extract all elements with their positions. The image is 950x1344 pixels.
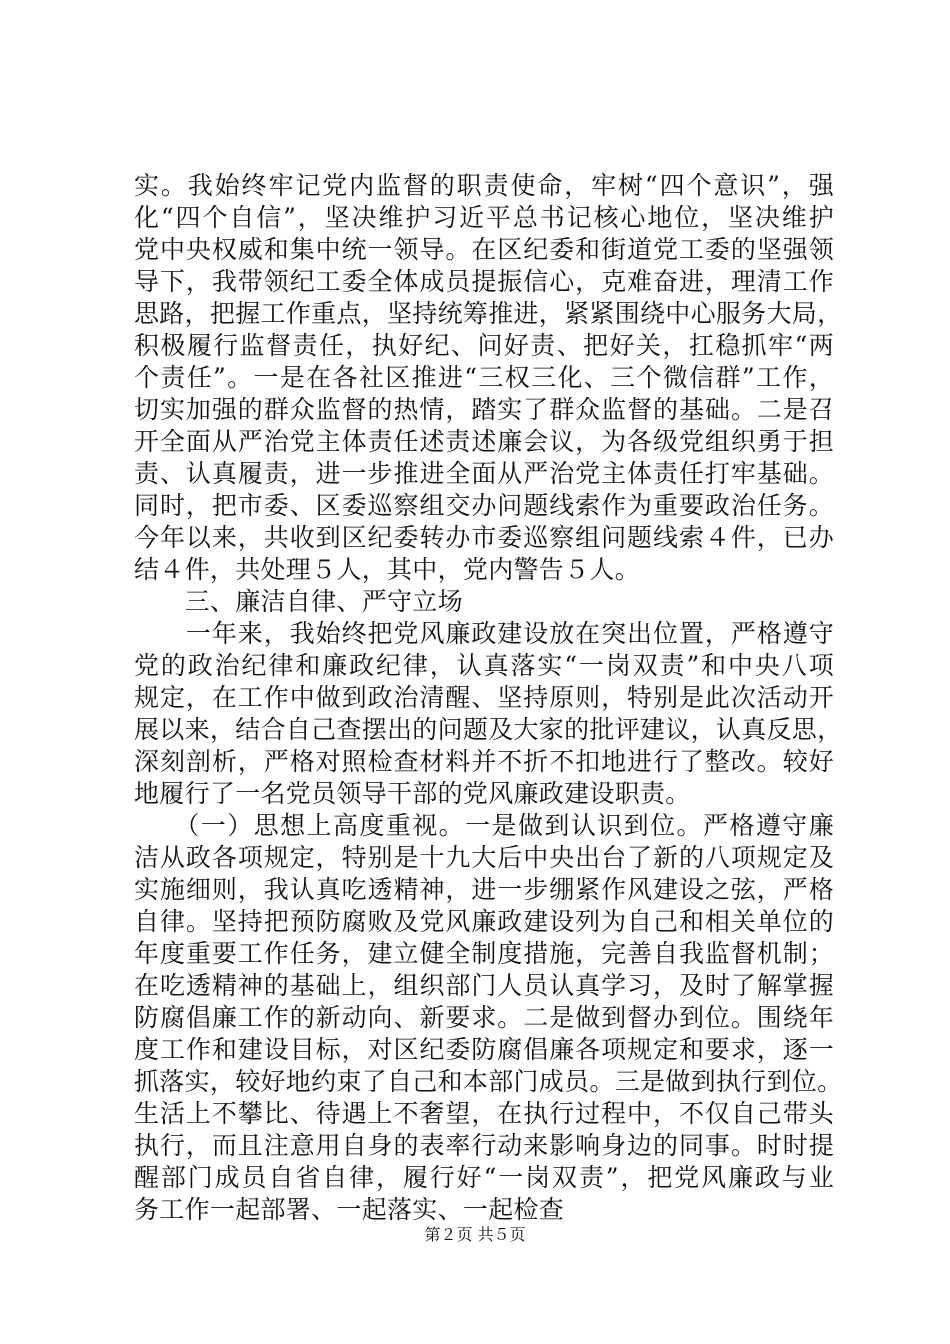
text-line: 党中央权威和集中统一领导。在区纪委和街道党工委的坚强领 <box>134 235 834 264</box>
text-line: 抓落实，较好地约束了自己和本部门成员。三是做到执行到位。 <box>134 1067 843 1096</box>
text-line: 自律。坚持把预防腐败及党风廉政建设列为自己和相关单位的 <box>134 907 834 936</box>
text-line: 积极履行监督责任，执好纪、问好责、把好关，扛稳抓牢“两 <box>134 331 834 360</box>
text-line: 导下，我带领纪工委全体成员提振信心，克难奋进，理清工作 <box>134 267 834 296</box>
text-line: 开全面从严治党主体责任述责述廉会议，为各级党组织勇于担 <box>134 427 834 456</box>
text-line: 执行，而且注意用自身的表率行动来影响身边的同事。时时提 <box>134 1131 834 1160</box>
text-line: 年度重要工作任务，建立健全制度措施，完善自我监督机制； <box>134 939 834 968</box>
text-line: 地履行了一名党员领导干部的党风廉政建设职责。 <box>134 779 691 808</box>
text-line: 党的政治纪律和廉政纪律，认真落实“一岗双责”和中央八项 <box>134 651 834 680</box>
text-line: （一）思想上高度重视。一是做到认识到位。严格遵守廉 <box>134 811 834 840</box>
body-text <box>134 170 843 1226</box>
text-line: 思路，把握工作重点，坚持统筹推进，紧紧围绕中心服务大局， <box>134 299 843 328</box>
text-line: 今年以来，共收到区纪委转办市委巡察组问题线索４件，已办 <box>134 523 834 552</box>
text-line: 深刻剖析，严格对照检查材料并不折不扣地进行了整改。较好 <box>134 747 834 776</box>
text-line: 切实加强的群众监督的热情，踏实了群众监督的基础。二是召 <box>134 395 834 424</box>
text-line: 防腐倡廉工作的新动向、新要求。二是做到督办到位。围绕年 <box>134 1003 834 1032</box>
text-line: 度工作和建设目标，对区纪委防腐倡廉各项规定和要求，逐一 <box>134 1035 834 1064</box>
text-line: 实施细则，我认真吃透精神，进一步绷紧作风建设之弦，严格 <box>134 875 834 904</box>
text-line: 实。我始终牢记党内监督的职责使命，牢树“四个意识”，强 <box>134 171 834 200</box>
text-line: 规定，在工作中做到政治清醒、坚持原则，特别是此次活动开 <box>134 683 834 712</box>
text-line: 展以来，结合自己查摆出的问题及大家的批评建议，认真反思， <box>134 715 843 744</box>
section-heading: 三、廉洁自律、严守立场 <box>134 587 463 616</box>
text-line: 在吃透精神的基础上，组织部门人员认真学习，及时了解掌握 <box>134 971 834 1000</box>
text-line: 化“四个自信”，坚决维护习近平总书记核心地位，坚决维护 <box>134 203 834 232</box>
text-line: 务工作一起部署、一起落实、一起检查 <box>134 1195 565 1224</box>
text-line: 同时，把市委、区委巡察组交办问题线索作为重要政治任务。 <box>134 491 834 520</box>
text-line: 醒部门成员自省自律，履行好“一岗双责”，把党风廉政与业 <box>134 1163 834 1192</box>
text-line: 责、认真履责，进一步推进全面从严治党主体责任打牢基础。 <box>134 459 834 488</box>
text-line: 洁从政各项规定，特别是十九大后中央出台了新的八项规定及 <box>134 843 834 872</box>
text-line: 个责任”。一是在各社区推进“三权三化、三个微信群”工作， <box>134 363 834 392</box>
text-line: 生活上不攀比、待遇上不奢望，在执行过程中，不仅自己带头 <box>134 1099 834 1128</box>
text-line: 一年来，我始终把党风廉政建设放在突出位置，严格遵守 <box>134 619 834 648</box>
page-number-footer: 第２页 共５页 <box>424 1225 526 1244</box>
text-line: 结４件，共处理５人，其中，党内警告５人。 <box>134 555 641 584</box>
